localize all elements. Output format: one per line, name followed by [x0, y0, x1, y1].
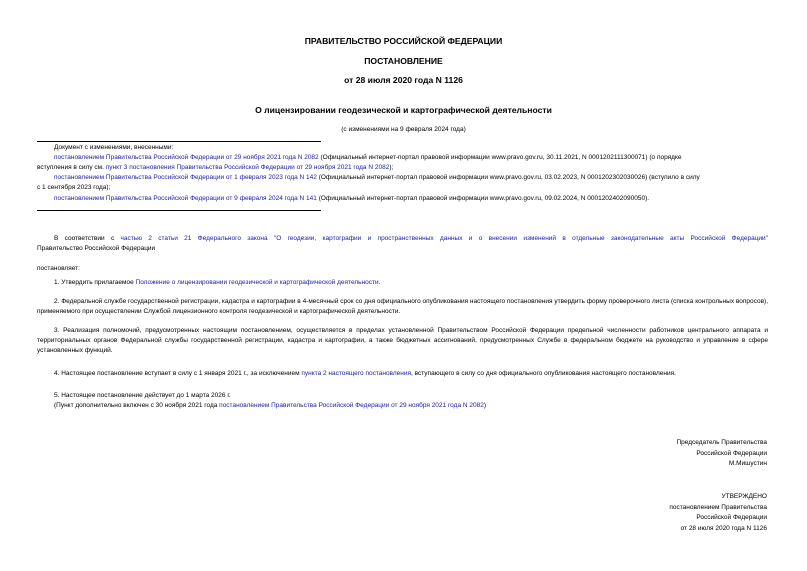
paragraph-1-suffix: . — [378, 279, 381, 286]
amendments-intro: Документ с изменениями, внесенными: — [54, 144, 174, 151]
paragraph-2-reference-link[interactable]: пункта 2 настоящего постановления — [301, 370, 412, 377]
amendment-1-link[interactable]: постановлением Правительства Российской Федерации от 29 ноября 2021 года N 2082 — [54, 154, 319, 161]
preamble-prefix: В соответствии с — [54, 235, 121, 242]
paragraph-4 — [54, 369, 676, 379]
government-heading: ПРАВИТЕЛЬСТВО РОССИЙСКОЙ ФЕДЕРАЦИИ — [304, 36, 503, 46]
paragraph-5-note-suffix: ) — [483, 402, 487, 409]
signature-title: Председатель Правительства — [676, 439, 767, 446]
amendment-3-text: (Официальный интернет-портал правовой информации www.pravo.gov.ru, 09.02.2024, N 0001202402090050). — [316, 195, 650, 202]
preamble — [37, 234, 768, 244]
amendment-2-text: (Официальный интернет-портал правовой информации www.pravo.gov.ru, 03.02.2023, N 0001202302030026) (вступило в силу — [316, 174, 700, 181]
paragraph-2: 2. Федеральной службе государственной регистрации, кадастра и картографии в 4-месячный срок со дня официального опубликования настоящего постановления утвердить форму проверочного листа (списка контрольных вопросов), применяемого при осуществлении Службой лицензионного контроля геодезической и картографической деятельности. — [37, 298, 768, 315]
paragraph-1-prefix: 1. Утвердить прилагаемое — [54, 279, 136, 286]
paragraph-3: 3. Реализация полномочий, предусмотренных настоящим постановлением, осуществляется в пределах установленной Правительством Российской Федерации предельной численности работников центрального аппарата и территориальных органов Федеральной службы государственной регистрации, кадастра и картографии, а также бюджетных ассигнований, предусмотренных Службе в федеральном бюджете на руководство и управление в сфере установленных функций. — [37, 327, 768, 354]
amendment-item-2 — [37, 173, 768, 193]
amendment-item-3 — [54, 194, 649, 204]
signature-block — [676, 438, 767, 470]
approval-line-2: постановлением Правительства — [669, 503, 767, 511]
signature-country: Российской Федерации — [696, 449, 767, 457]
paragraph-4-suffix: , вступающего в силу со дня официального опубликования настоящего постановления. — [411, 370, 676, 377]
approval-heading: УТВЕРЖДЕНО — [721, 493, 767, 500]
amendments-top-divider — [37, 141, 321, 142]
amendment-1-text-cont: вступления в силу см. — [37, 164, 106, 171]
amendment-item-1 — [37, 153, 768, 173]
changes-note: (с изменениями на 9 февраля 2024 года) — [341, 126, 466, 133]
signature-name: М.Мишустин — [728, 460, 767, 467]
amendment-3-link[interactable]: постановлением Правительства Российской Федерации от 9 февраля 2024 года N 141 — [54, 195, 317, 202]
amendment-2-link[interactable]: постановлением Правительства Российской Федерации от 1 февраля 2023 года N 142 — [54, 174, 317, 181]
document-type: ПОСТАНОВЛЕНИЕ — [364, 56, 443, 66]
paragraph-5-note-prefix: (Пункт дополнительно включен с 30 ноября 2021 года — [54, 402, 220, 409]
approval-line-4: от 28 июля 2020 года N 1126 — [680, 524, 767, 532]
resolves-text: постановляет: — [37, 265, 80, 272]
document-title: О лицензировании геодезической и картографической деятельности — [255, 105, 552, 115]
paragraph-1 — [54, 278, 380, 288]
amendment-2-text-cont: с 1 сентября 2023 года); — [37, 184, 111, 191]
amendment-1-text-end: ); — [389, 164, 394, 171]
paragraph-4-prefix: 4. Настоящее постановление вступает в силу с 1 января 2021 г., за исключением — [54, 370, 302, 377]
amendments-bottom-divider — [37, 210, 321, 211]
paragraph-5-note-link[interactable]: постановлением Правительства Российской Федерации от 29 ноября 2021 года N 2082 — [219, 402, 484, 409]
amendment-1-clause-link[interactable]: пункт 3 постановления Правительства Российской Федерации от 29 ноября 2021 года N 2082 — [105, 164, 390, 171]
paragraph-5: 5. Настоящее постановление действует до 1 марта 2026 г. — [54, 392, 231, 399]
regulation-link[interactable]: Положение о лицензировании геодезической и картографической деятельности — [135, 279, 379, 286]
approval-line-3: Российской Федерации — [696, 514, 767, 521]
preamble-subject: Правительство Российской Федерации — [37, 245, 156, 252]
paragraph-5-note — [54, 401, 486, 411]
law-link[interactable]: частью 2 статьи 21 Федерального закона "О геодезии, картографии и пространственных данных и о внесении изменений в отдельные законодательные акты Российской Федерации" — [120, 235, 768, 242]
approval-block — [669, 492, 767, 534]
amendment-1-text: (Официальный интернет-портал правовой информации www.pravo.gov.ru, 30.11.2021, N 0001202111300071) (о порядке — [318, 154, 682, 161]
document-date-number: от 28 июля 2020 года N 1126 — [344, 75, 463, 85]
